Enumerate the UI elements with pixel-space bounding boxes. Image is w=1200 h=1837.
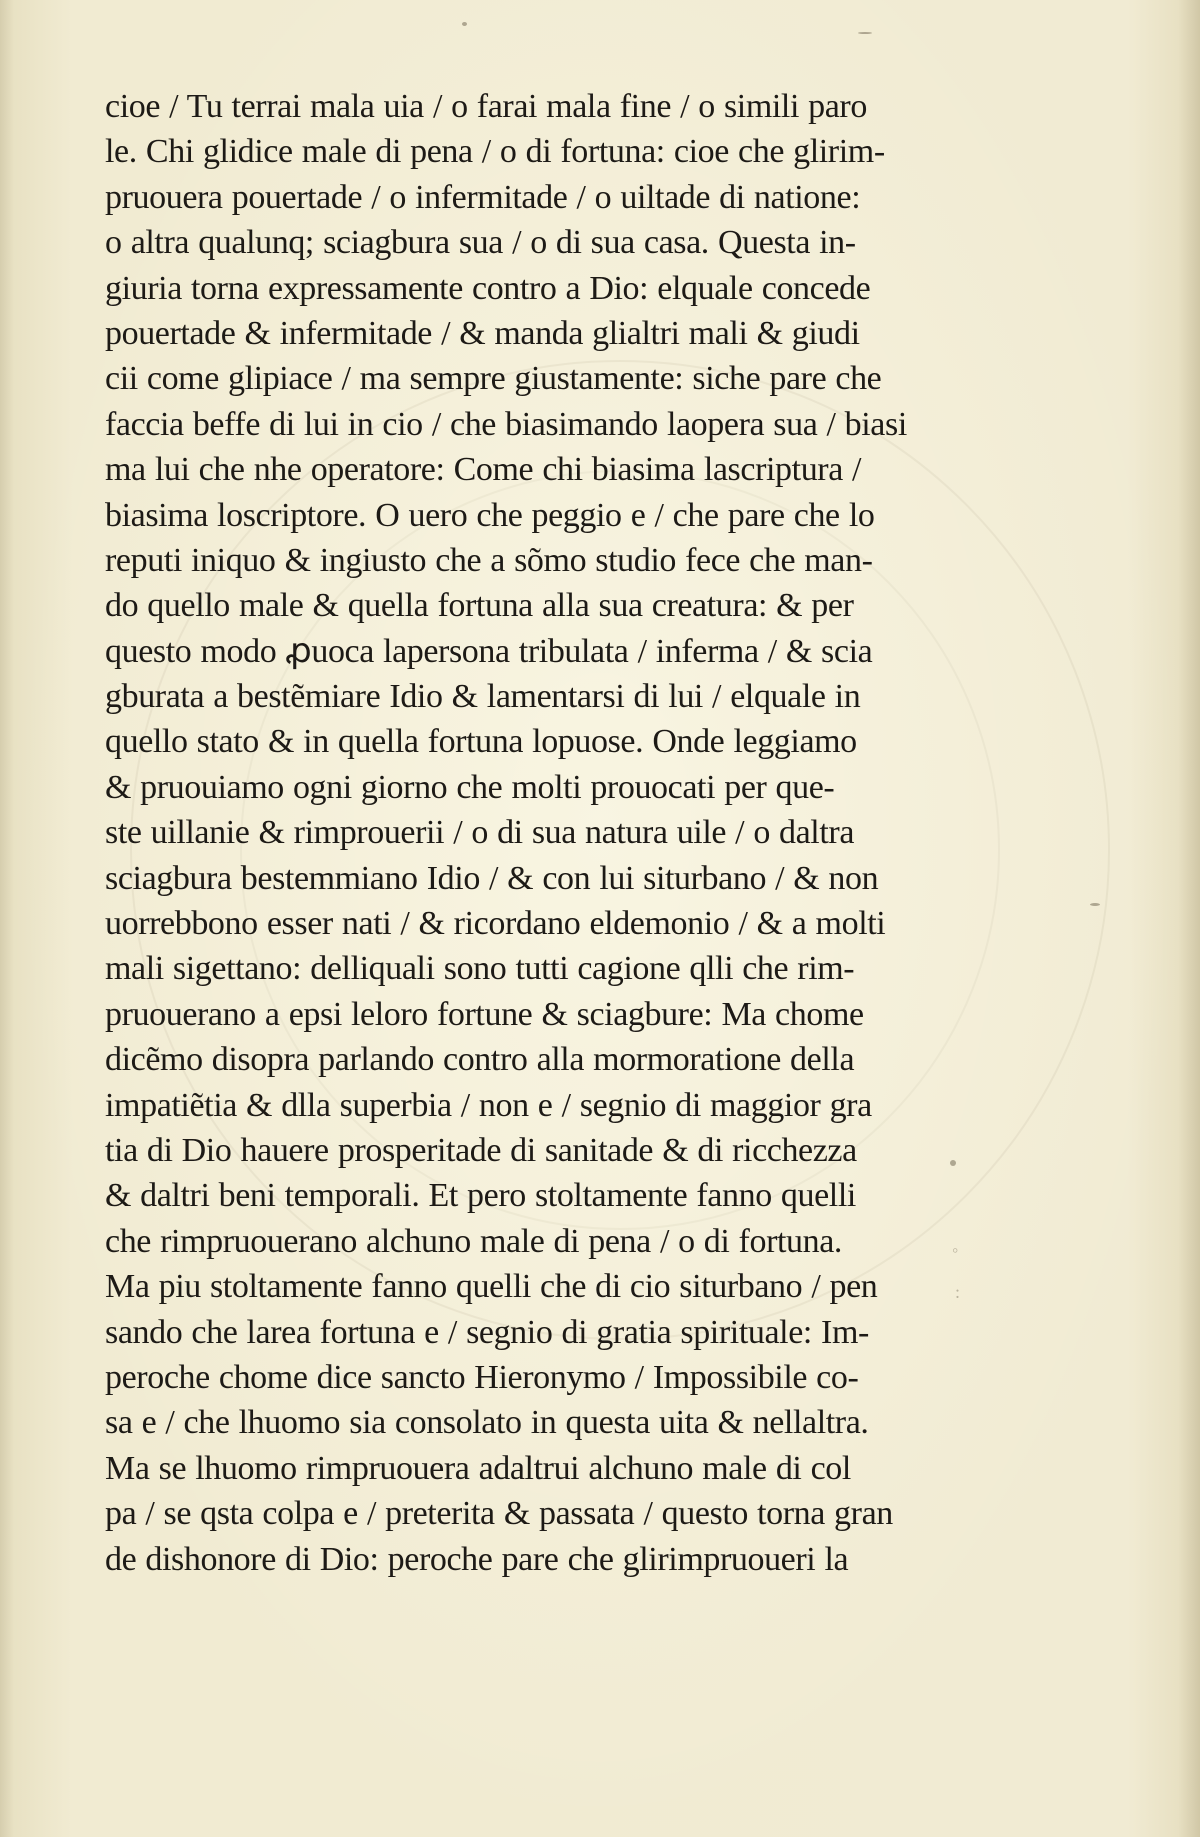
text-line: o altra qualunq; sciagbura sua / o di sua casa. Questa in- <box>105 224 856 262</box>
text-line: impatiẽtia & dlla superbia / non e / segnio di maggior gra <box>105 1086 872 1124</box>
paper-speck <box>858 32 872 34</box>
text-line: sando che larea fortuna e / segnio di gratia spirituale: Im- <box>105 1313 869 1351</box>
text-line: do quello male & quella fortuna alla sua creatura: & per <box>105 587 854 625</box>
text-line: questo modo ꝓuoca lapersona tribulata / inferma / & scia <box>105 632 873 670</box>
text-line: de dishonore di Dio: peroche pare che glirimpruoueri la <box>105 1540 849 1578</box>
page-left-edge-shadow <box>0 0 14 1837</box>
text-line: pouertade & infermitade / & manda glialtri mali & giudi <box>105 314 860 352</box>
text-line: uorrebbono esser nati / & ricordano eldemonio / & a molti <box>105 905 886 943</box>
text-line: gburata a bestẽmiare Idio & lamentarsi di lui / elquale in <box>105 678 861 716</box>
text-line: Ma piu stoltamente fanno quelli che di cio siturbano / pen <box>105 1268 878 1306</box>
text-line: giuria torna expressamente contro a Dio: elquale concede <box>105 269 871 307</box>
text-line: che rimpruouerano alchuno male di pena / o di fortuna. <box>105 1222 843 1260</box>
text-line: biasima loscriptore. O uero che peggio e / che pare che lo <box>105 496 875 534</box>
text-line: peroche chome dice sancto Hieronymo / Impossibile co- <box>105 1358 859 1396</box>
text-block <box>105 84 965 1582</box>
text-line: Ma se lhuomo rimpruouera adaltrui alchuno male di col <box>105 1449 851 1487</box>
text-line: mali sigettano: delliquali sono tutti cagione qlli che rim- <box>105 950 855 988</box>
text-line: cii come glipiace / ma sempre giustamente: siche pare che <box>105 360 882 398</box>
text-line: ma lui che nhe operatore: Come chi biasima lascriptura / <box>105 451 862 489</box>
text-line: le. Chi glidice male di pena / o di fortuna: cioe che glirim- <box>105 133 885 171</box>
text-line: sciagbura bestemmiano Idio / & con lui siturbano / & non <box>105 859 879 897</box>
page-right-edge-shadow <box>1178 0 1200 1837</box>
margin-mark: : <box>955 1282 961 1302</box>
text-line: tia di Dio hauere prosperitade di sanitade & di ricchezza <box>105 1131 857 1169</box>
text-line: pa / se qsta colpa e / preterita & passata / questo torna gran <box>105 1495 893 1533</box>
text-line: faccia beffe di lui in cio / che biasimando laopera sua / biasi <box>105 405 907 443</box>
paper-speck <box>1090 903 1100 906</box>
margin-mark: ◦ <box>952 1240 959 1260</box>
text-line: pruouera pouertade / o infermitade / o uiltade di natione: <box>105 178 861 216</box>
text-line: & pruouiamo ogni giorno che molti prouocati per que- <box>105 768 835 806</box>
text-line: reputi iniquo & ingiusto che a sõmo studio fece che man- <box>105 541 873 579</box>
text-line: cioe / Tu terrai mala uia / o farai mala fine / o simili paro <box>105 88 867 125</box>
text-line: pruouerano a epsi leloro fortune & sciagbure: Ma chome <box>105 995 864 1033</box>
paper-speck <box>462 22 467 26</box>
text-line: sa e / che lhuomo sia consolato in questa uita & nellaltra. <box>105 1404 869 1442</box>
text-line: & daltri beni temporali. Et pero stoltamente fanno quelli <box>105 1177 856 1215</box>
text-line: ste uillanie & rimprouerii / o di sua natura uile / o daltra <box>105 814 855 852</box>
text-line: dicẽmo disopra parlando contro alla mormoratione della <box>105 1041 855 1079</box>
text-line: quello stato & in quella fortuna lopuose. Onde leggiamo <box>105 723 857 761</box>
